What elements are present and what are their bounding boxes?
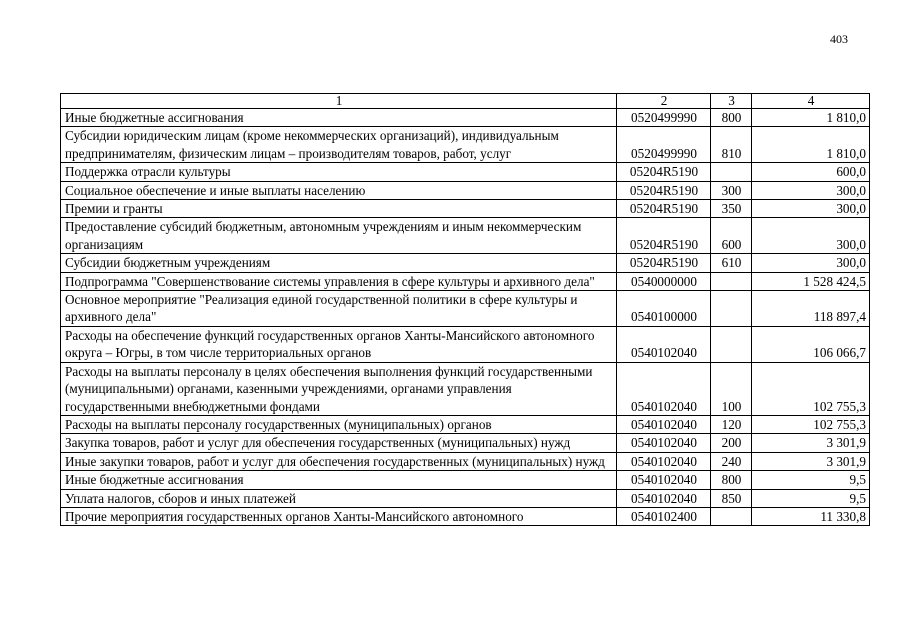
row-type-cell: 800 bbox=[711, 109, 752, 127]
row-code-cell: 0540102040 bbox=[617, 471, 711, 489]
budget-table bbox=[60, 93, 870, 526]
row-code-cell: 0540102040 bbox=[617, 452, 711, 470]
row-code-cell: 0540102040 bbox=[617, 326, 711, 362]
row-type-cell bbox=[711, 507, 752, 525]
row-name-cell: Поддержка отрасли культуры bbox=[61, 163, 617, 181]
row-amount-cell: 300,0 bbox=[752, 254, 870, 272]
row-type-cell: 300 bbox=[711, 181, 752, 199]
row-name-cell: Предоставление субсидий бюджетным, автономным учреждениям и иным некоммерческим организациям bbox=[61, 218, 617, 254]
row-amount-cell: 106 066,7 bbox=[752, 326, 870, 362]
row-code-cell: 0520499990 bbox=[617, 109, 711, 127]
row-amount-cell: 3 301,9 bbox=[752, 434, 870, 452]
table-row bbox=[61, 415, 870, 433]
row-name-cell: Прочие мероприятия государственных органов Ханты-Мансийского автономного bbox=[61, 507, 617, 525]
table-row bbox=[61, 200, 870, 218]
row-code-cell: 0540102040 bbox=[617, 489, 711, 507]
row-code-cell: 05204R5190 bbox=[617, 200, 711, 218]
table-row bbox=[61, 362, 870, 415]
row-amount-cell: 300,0 bbox=[752, 200, 870, 218]
row-name-cell: Закупка товаров, работ и услуг для обеспечения государственных (муниципальных) нужд bbox=[61, 434, 617, 452]
table-row bbox=[61, 489, 870, 507]
row-type-cell: 850 bbox=[711, 489, 752, 507]
row-type-cell: 810 bbox=[711, 127, 752, 163]
row-amount-cell: 102 755,3 bbox=[752, 415, 870, 433]
column-header-amount: 4 bbox=[752, 94, 870, 109]
row-code-cell: 05204R5190 bbox=[617, 181, 711, 199]
row-type-cell: 600 bbox=[711, 218, 752, 254]
row-code-cell: 05204R5190 bbox=[617, 163, 711, 181]
table-row bbox=[61, 272, 870, 290]
row-type-cell: 200 bbox=[711, 434, 752, 452]
row-name-cell: Субсидии бюджетным учреждениям bbox=[61, 254, 617, 272]
row-name-cell: Уплата налогов, сборов и иных платежей bbox=[61, 489, 617, 507]
column-header-name: 1 bbox=[61, 94, 617, 109]
row-code-cell: 05204R5190 bbox=[617, 218, 711, 254]
table-row bbox=[61, 452, 870, 470]
table-row bbox=[61, 326, 870, 362]
row-name-cell: Расходы на выплаты персоналу государственных (муниципальных) органов bbox=[61, 415, 617, 433]
row-code-cell: 0520499990 bbox=[617, 127, 711, 163]
row-amount-cell: 1 810,0 bbox=[752, 109, 870, 127]
row-name-cell: Субсидии юридическим лицам (кроме некоммерческих организаций), индивидуальным предпринимателям, физическим лицам – производителям товаров, работ, услуг bbox=[61, 127, 617, 163]
row-code-cell: 0540102040 bbox=[617, 415, 711, 433]
column-header-code: 2 bbox=[617, 94, 711, 109]
row-amount-cell: 118 897,4 bbox=[752, 291, 870, 327]
row-amount-cell: 11 330,8 bbox=[752, 507, 870, 525]
table-row bbox=[61, 218, 870, 254]
page-number: 403 bbox=[830, 32, 848, 46]
row-amount-cell: 9,5 bbox=[752, 471, 870, 489]
row-code-cell: 0540100000 bbox=[617, 291, 711, 327]
row-amount-cell: 1 528 424,5 bbox=[752, 272, 870, 290]
table-row bbox=[61, 127, 870, 163]
row-code-cell: 0540102040 bbox=[617, 362, 711, 415]
row-name-cell: Подпрограмма "Совершенствование системы управления в сфере культуры и архивного дела" bbox=[61, 272, 617, 290]
row-type-cell bbox=[711, 291, 752, 327]
row-amount-cell: 1 810,0 bbox=[752, 127, 870, 163]
row-type-cell bbox=[711, 326, 752, 362]
table-body bbox=[61, 94, 870, 526]
row-type-cell: 240 bbox=[711, 452, 752, 470]
row-name-cell: Иные бюджетные ассигнования bbox=[61, 109, 617, 127]
row-name-cell: Социальное обеспечение и иные выплаты населению bbox=[61, 181, 617, 199]
row-name-cell: Расходы на обеспечение функций государственных органов Ханты-Мансийского автономного округа – Югры, в том числе территориальных органов bbox=[61, 326, 617, 362]
row-name-cell: Расходы на выплаты персоналу в целях обеспечения выполнения функций государственными (муниципальными) органами, казенными учреждениями, органами управления государственными внебюджетными фондами bbox=[61, 362, 617, 415]
row-type-cell: 610 bbox=[711, 254, 752, 272]
row-amount-cell: 300,0 bbox=[752, 218, 870, 254]
row-type-cell: 100 bbox=[711, 362, 752, 415]
row-amount-cell: 3 301,9 bbox=[752, 452, 870, 470]
row-amount-cell: 300,0 bbox=[752, 181, 870, 199]
table-row bbox=[61, 291, 870, 327]
table-header-row bbox=[61, 94, 870, 109]
row-name-cell: Основное мероприятие "Реализация единой государственной политики в сфере культуры и архивного дела" bbox=[61, 291, 617, 327]
table-row bbox=[61, 434, 870, 452]
row-name-cell: Иные бюджетные ассигнования bbox=[61, 471, 617, 489]
table-row bbox=[61, 507, 870, 525]
row-type-cell bbox=[711, 163, 752, 181]
table-row bbox=[61, 254, 870, 272]
row-code-cell: 0540102040 bbox=[617, 434, 711, 452]
table-row bbox=[61, 181, 870, 199]
row-type-cell: 120 bbox=[711, 415, 752, 433]
row-type-cell bbox=[711, 272, 752, 290]
row-name-cell: Иные закупки товаров, работ и услуг для обеспечения государственных (муниципальных) нужд bbox=[61, 452, 617, 470]
column-header-type: 3 bbox=[711, 94, 752, 109]
row-code-cell: 0540000000 bbox=[617, 272, 711, 290]
row-type-cell: 350 bbox=[711, 200, 752, 218]
row-amount-cell: 9,5 bbox=[752, 489, 870, 507]
row-code-cell: 0540102400 bbox=[617, 507, 711, 525]
row-type-cell: 800 bbox=[711, 471, 752, 489]
table-row bbox=[61, 471, 870, 489]
table-row bbox=[61, 163, 870, 181]
table-row bbox=[61, 109, 870, 127]
row-amount-cell: 600,0 bbox=[752, 163, 870, 181]
row-name-cell: Премии и гранты bbox=[61, 200, 617, 218]
row-code-cell: 05204R5190 bbox=[617, 254, 711, 272]
row-amount-cell: 102 755,3 bbox=[752, 362, 870, 415]
